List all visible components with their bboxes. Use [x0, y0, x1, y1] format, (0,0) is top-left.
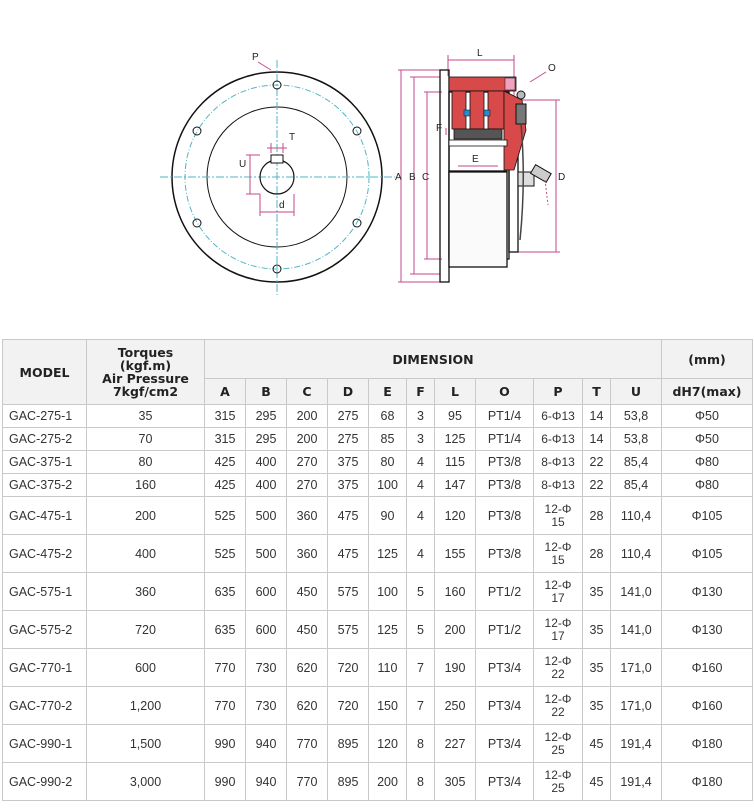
table-body	[3, 405, 753, 801]
header-dimension: DIMENSION	[205, 340, 662, 379]
header-col: A	[205, 379, 246, 405]
label-t: T	[289, 132, 296, 143]
cell-dh7: Φ180	[662, 725, 753, 763]
cell-o: PT3/8	[476, 535, 534, 573]
cell-p: 12-Φ 25	[534, 725, 583, 763]
cell-model: GAC-275-1	[3, 405, 87, 428]
cell-e: 80	[369, 451, 407, 474]
label-d: d	[279, 200, 285, 211]
cell-u: 85,4	[611, 474, 662, 497]
table-row	[3, 763, 753, 801]
table-row	[3, 535, 753, 573]
cell-b: 500	[246, 497, 287, 535]
header-col: P	[534, 379, 583, 405]
table-row	[3, 725, 753, 763]
cell-f: 3	[407, 428, 435, 451]
cell-e: 110	[369, 649, 407, 687]
cell-model: GAC-475-1	[3, 497, 87, 535]
label-b: B	[409, 172, 416, 183]
cell-l: 305	[435, 763, 476, 801]
cell-b: 600	[246, 611, 287, 649]
cell-e: 125	[369, 611, 407, 649]
cell-l: 125	[435, 428, 476, 451]
cell-b: 295	[246, 428, 287, 451]
cell-torque: 35	[87, 405, 205, 428]
cell-a: 635	[205, 573, 246, 611]
cell-l: 190	[435, 649, 476, 687]
cell-d: 375	[328, 474, 369, 497]
label-a: A	[395, 172, 402, 183]
header-col: L	[435, 379, 476, 405]
label-l: L	[477, 48, 483, 59]
cell-o: PT3/4	[476, 763, 534, 801]
cell-b: 400	[246, 451, 287, 474]
cell-d: 275	[328, 405, 369, 428]
cell-c: 200	[287, 428, 328, 451]
label-p: P	[252, 52, 259, 63]
table-row	[3, 428, 753, 451]
cell-e: 85	[369, 428, 407, 451]
cell-d: 895	[328, 763, 369, 801]
cell-e: 150	[369, 687, 407, 725]
cell-o: PT3/8	[476, 497, 534, 535]
cell-dh7: Φ50	[662, 428, 753, 451]
cell-dh7: Φ105	[662, 535, 753, 573]
cell-a: 770	[205, 687, 246, 725]
cell-c: 450	[287, 573, 328, 611]
cell-model: GAC-770-1	[3, 649, 87, 687]
cell-o: PT1/4	[476, 405, 534, 428]
table-row	[3, 497, 753, 535]
cell-model: GAC-375-2	[3, 474, 87, 497]
cell-model: GAC-770-2	[3, 687, 87, 725]
cell-e: 100	[369, 573, 407, 611]
cell-c: 360	[287, 497, 328, 535]
cell-o: PT3/4	[476, 725, 534, 763]
header-col: U	[611, 379, 662, 405]
cell-torque: 720	[87, 611, 205, 649]
cell-e: 120	[369, 725, 407, 763]
cell-p: 12-Φ 22	[534, 649, 583, 687]
table-row	[3, 451, 753, 474]
cell-e: 100	[369, 474, 407, 497]
cell-t: 28	[583, 497, 611, 535]
cell-dh7: Φ105	[662, 497, 753, 535]
header-col: D	[328, 379, 369, 405]
label-c: C	[422, 172, 430, 183]
cell-dh7: Φ130	[662, 611, 753, 649]
cell-a: 770	[205, 649, 246, 687]
header-col: C	[287, 379, 328, 405]
cell-dh7: Φ80	[662, 474, 753, 497]
cell-e: 90	[369, 497, 407, 535]
cell-d: 895	[328, 725, 369, 763]
cell-l: 227	[435, 725, 476, 763]
cell-torque: 600	[87, 649, 205, 687]
cell-l: 160	[435, 573, 476, 611]
cell-p: 12-Φ 25	[534, 763, 583, 801]
label-u: U	[239, 159, 247, 170]
header-torque: Torques (kgf.m) Air Pressure 7kgf/cm2	[87, 340, 205, 405]
cell-dh7: Φ180	[662, 763, 753, 801]
cell-o: PT1/2	[476, 611, 534, 649]
cell-u: 53,8	[611, 405, 662, 428]
cell-d: 720	[328, 687, 369, 725]
cell-d: 475	[328, 497, 369, 535]
cell-b: 600	[246, 573, 287, 611]
cell-torque: 3,000	[87, 763, 205, 801]
cell-model: GAC-990-2	[3, 763, 87, 801]
cell-u: 191,4	[611, 763, 662, 801]
cell-dh7: Φ80	[662, 451, 753, 474]
cell-u: 110,4	[611, 497, 662, 535]
front-view	[160, 52, 395, 295]
cell-torque: 70	[87, 428, 205, 451]
cell-a: 990	[205, 725, 246, 763]
cell-o: PT3/8	[476, 451, 534, 474]
cell-torque: 1,500	[87, 725, 205, 763]
cell-p: 8-Φ13	[534, 474, 583, 497]
cell-b: 940	[246, 725, 287, 763]
section-hatch	[449, 77, 526, 170]
cell-t: 35	[583, 649, 611, 687]
cell-u: 110,4	[611, 535, 662, 573]
cell-e: 200	[369, 763, 407, 801]
cell-d: 575	[328, 573, 369, 611]
cell-b: 730	[246, 649, 287, 687]
header-col: B	[246, 379, 287, 405]
spec-table	[2, 339, 753, 801]
cell-f: 3	[407, 405, 435, 428]
cell-model: GAC-990-1	[3, 725, 87, 763]
table-row	[3, 687, 753, 725]
cell-c: 450	[287, 611, 328, 649]
cell-dh7: Φ50	[662, 405, 753, 428]
cell-t: 14	[583, 405, 611, 428]
cell-u: 85,4	[611, 451, 662, 474]
cell-dh7: Φ160	[662, 687, 753, 725]
cell-b: 400	[246, 474, 287, 497]
cell-torque: 80	[87, 451, 205, 474]
cell-a: 635	[205, 611, 246, 649]
cell-t: 22	[583, 474, 611, 497]
cell-a: 315	[205, 405, 246, 428]
cell-p: 6-Φ13	[534, 428, 583, 451]
cell-c: 200	[287, 405, 328, 428]
cell-u: 191,4	[611, 725, 662, 763]
side-view	[395, 48, 565, 282]
cell-u: 141,0	[611, 573, 662, 611]
cell-a: 425	[205, 474, 246, 497]
cell-t: 45	[583, 763, 611, 801]
cell-p: 12-Φ 17	[534, 611, 583, 649]
cell-t: 35	[583, 611, 611, 649]
cell-c: 620	[287, 649, 328, 687]
cell-f: 4	[407, 474, 435, 497]
header-col: T	[583, 379, 611, 405]
label-e: E	[472, 154, 479, 165]
cell-f: 5	[407, 611, 435, 649]
header-unit: (mm)	[662, 340, 753, 379]
cell-a: 525	[205, 497, 246, 535]
cell-l: 250	[435, 687, 476, 725]
cell-c: 770	[287, 763, 328, 801]
cell-a: 425	[205, 451, 246, 474]
cell-t: 28	[583, 535, 611, 573]
cell-p: 12-Φ 22	[534, 687, 583, 725]
cell-f: 4	[407, 451, 435, 474]
cell-p: 6-Φ13	[534, 405, 583, 428]
cell-dh7: Φ160	[662, 649, 753, 687]
cell-t: 35	[583, 573, 611, 611]
cell-t: 45	[583, 725, 611, 763]
cell-e: 125	[369, 535, 407, 573]
cell-o: PT1/4	[476, 428, 534, 451]
cell-t: 14	[583, 428, 611, 451]
cell-f: 5	[407, 573, 435, 611]
table-row	[3, 474, 753, 497]
table-row	[3, 649, 753, 687]
cell-b: 500	[246, 535, 287, 573]
cell-l: 95	[435, 405, 476, 428]
cell-torque: 200	[87, 497, 205, 535]
cell-p: 8-Φ13	[534, 451, 583, 474]
cell-o: PT3/8	[476, 474, 534, 497]
cell-l: 115	[435, 451, 476, 474]
header-dh7: dH7(max)	[662, 379, 753, 405]
cell-p: 12-Φ 17	[534, 573, 583, 611]
table-row	[3, 573, 753, 611]
cell-l: 155	[435, 535, 476, 573]
cell-u: 171,0	[611, 687, 662, 725]
cell-model: GAC-475-2	[3, 535, 87, 573]
cell-f: 7	[407, 649, 435, 687]
cell-c: 270	[287, 474, 328, 497]
cell-f: 7	[407, 687, 435, 725]
label-f: F	[436, 123, 443, 134]
label-d-side: D	[558, 172, 566, 183]
cell-b: 940	[246, 763, 287, 801]
cell-o: PT1/2	[476, 573, 534, 611]
cell-u: 53,8	[611, 428, 662, 451]
header-col: E	[369, 379, 407, 405]
cell-l: 147	[435, 474, 476, 497]
cell-u: 141,0	[611, 611, 662, 649]
cell-torque: 360	[87, 573, 205, 611]
cell-t: 35	[583, 687, 611, 725]
cell-o: PT3/4	[476, 649, 534, 687]
cell-f: 8	[407, 763, 435, 801]
cell-c: 270	[287, 451, 328, 474]
cell-d: 475	[328, 535, 369, 573]
cell-p: 12-Φ 15	[534, 497, 583, 535]
cell-c: 620	[287, 687, 328, 725]
cell-d: 575	[328, 611, 369, 649]
cell-f: 4	[407, 497, 435, 535]
cell-f: 8	[407, 725, 435, 763]
cell-t: 22	[583, 451, 611, 474]
cell-d: 375	[328, 451, 369, 474]
cell-d: 720	[328, 649, 369, 687]
cell-model: GAC-375-1	[3, 451, 87, 474]
cell-b: 730	[246, 687, 287, 725]
cell-l: 200	[435, 611, 476, 649]
cell-model: GAC-275-2	[3, 428, 87, 451]
cell-dh7: Φ130	[662, 573, 753, 611]
cell-f: 4	[407, 535, 435, 573]
cell-a: 315	[205, 428, 246, 451]
header-col: O	[476, 379, 534, 405]
cell-torque: 160	[87, 474, 205, 497]
label-o: O	[548, 63, 556, 74]
table-row	[3, 611, 753, 649]
technical-drawing	[0, 0, 754, 330]
cell-o: PT3/4	[476, 687, 534, 725]
cell-a: 990	[205, 763, 246, 801]
cell-model: GAC-575-2	[3, 611, 87, 649]
header-model: MODEL	[3, 340, 87, 405]
cell-p: 12-Φ 15	[534, 535, 583, 573]
cell-c: 360	[287, 535, 328, 573]
cell-model: GAC-575-1	[3, 573, 87, 611]
cell-a: 525	[205, 535, 246, 573]
cell-torque: 1,200	[87, 687, 205, 725]
cell-l: 120	[435, 497, 476, 535]
table-row	[3, 405, 753, 428]
cell-u: 171,0	[611, 649, 662, 687]
header-col: F	[407, 379, 435, 405]
cell-torque: 400	[87, 535, 205, 573]
cell-c: 770	[287, 725, 328, 763]
cell-d: 275	[328, 428, 369, 451]
cell-e: 68	[369, 405, 407, 428]
cell-b: 295	[246, 405, 287, 428]
